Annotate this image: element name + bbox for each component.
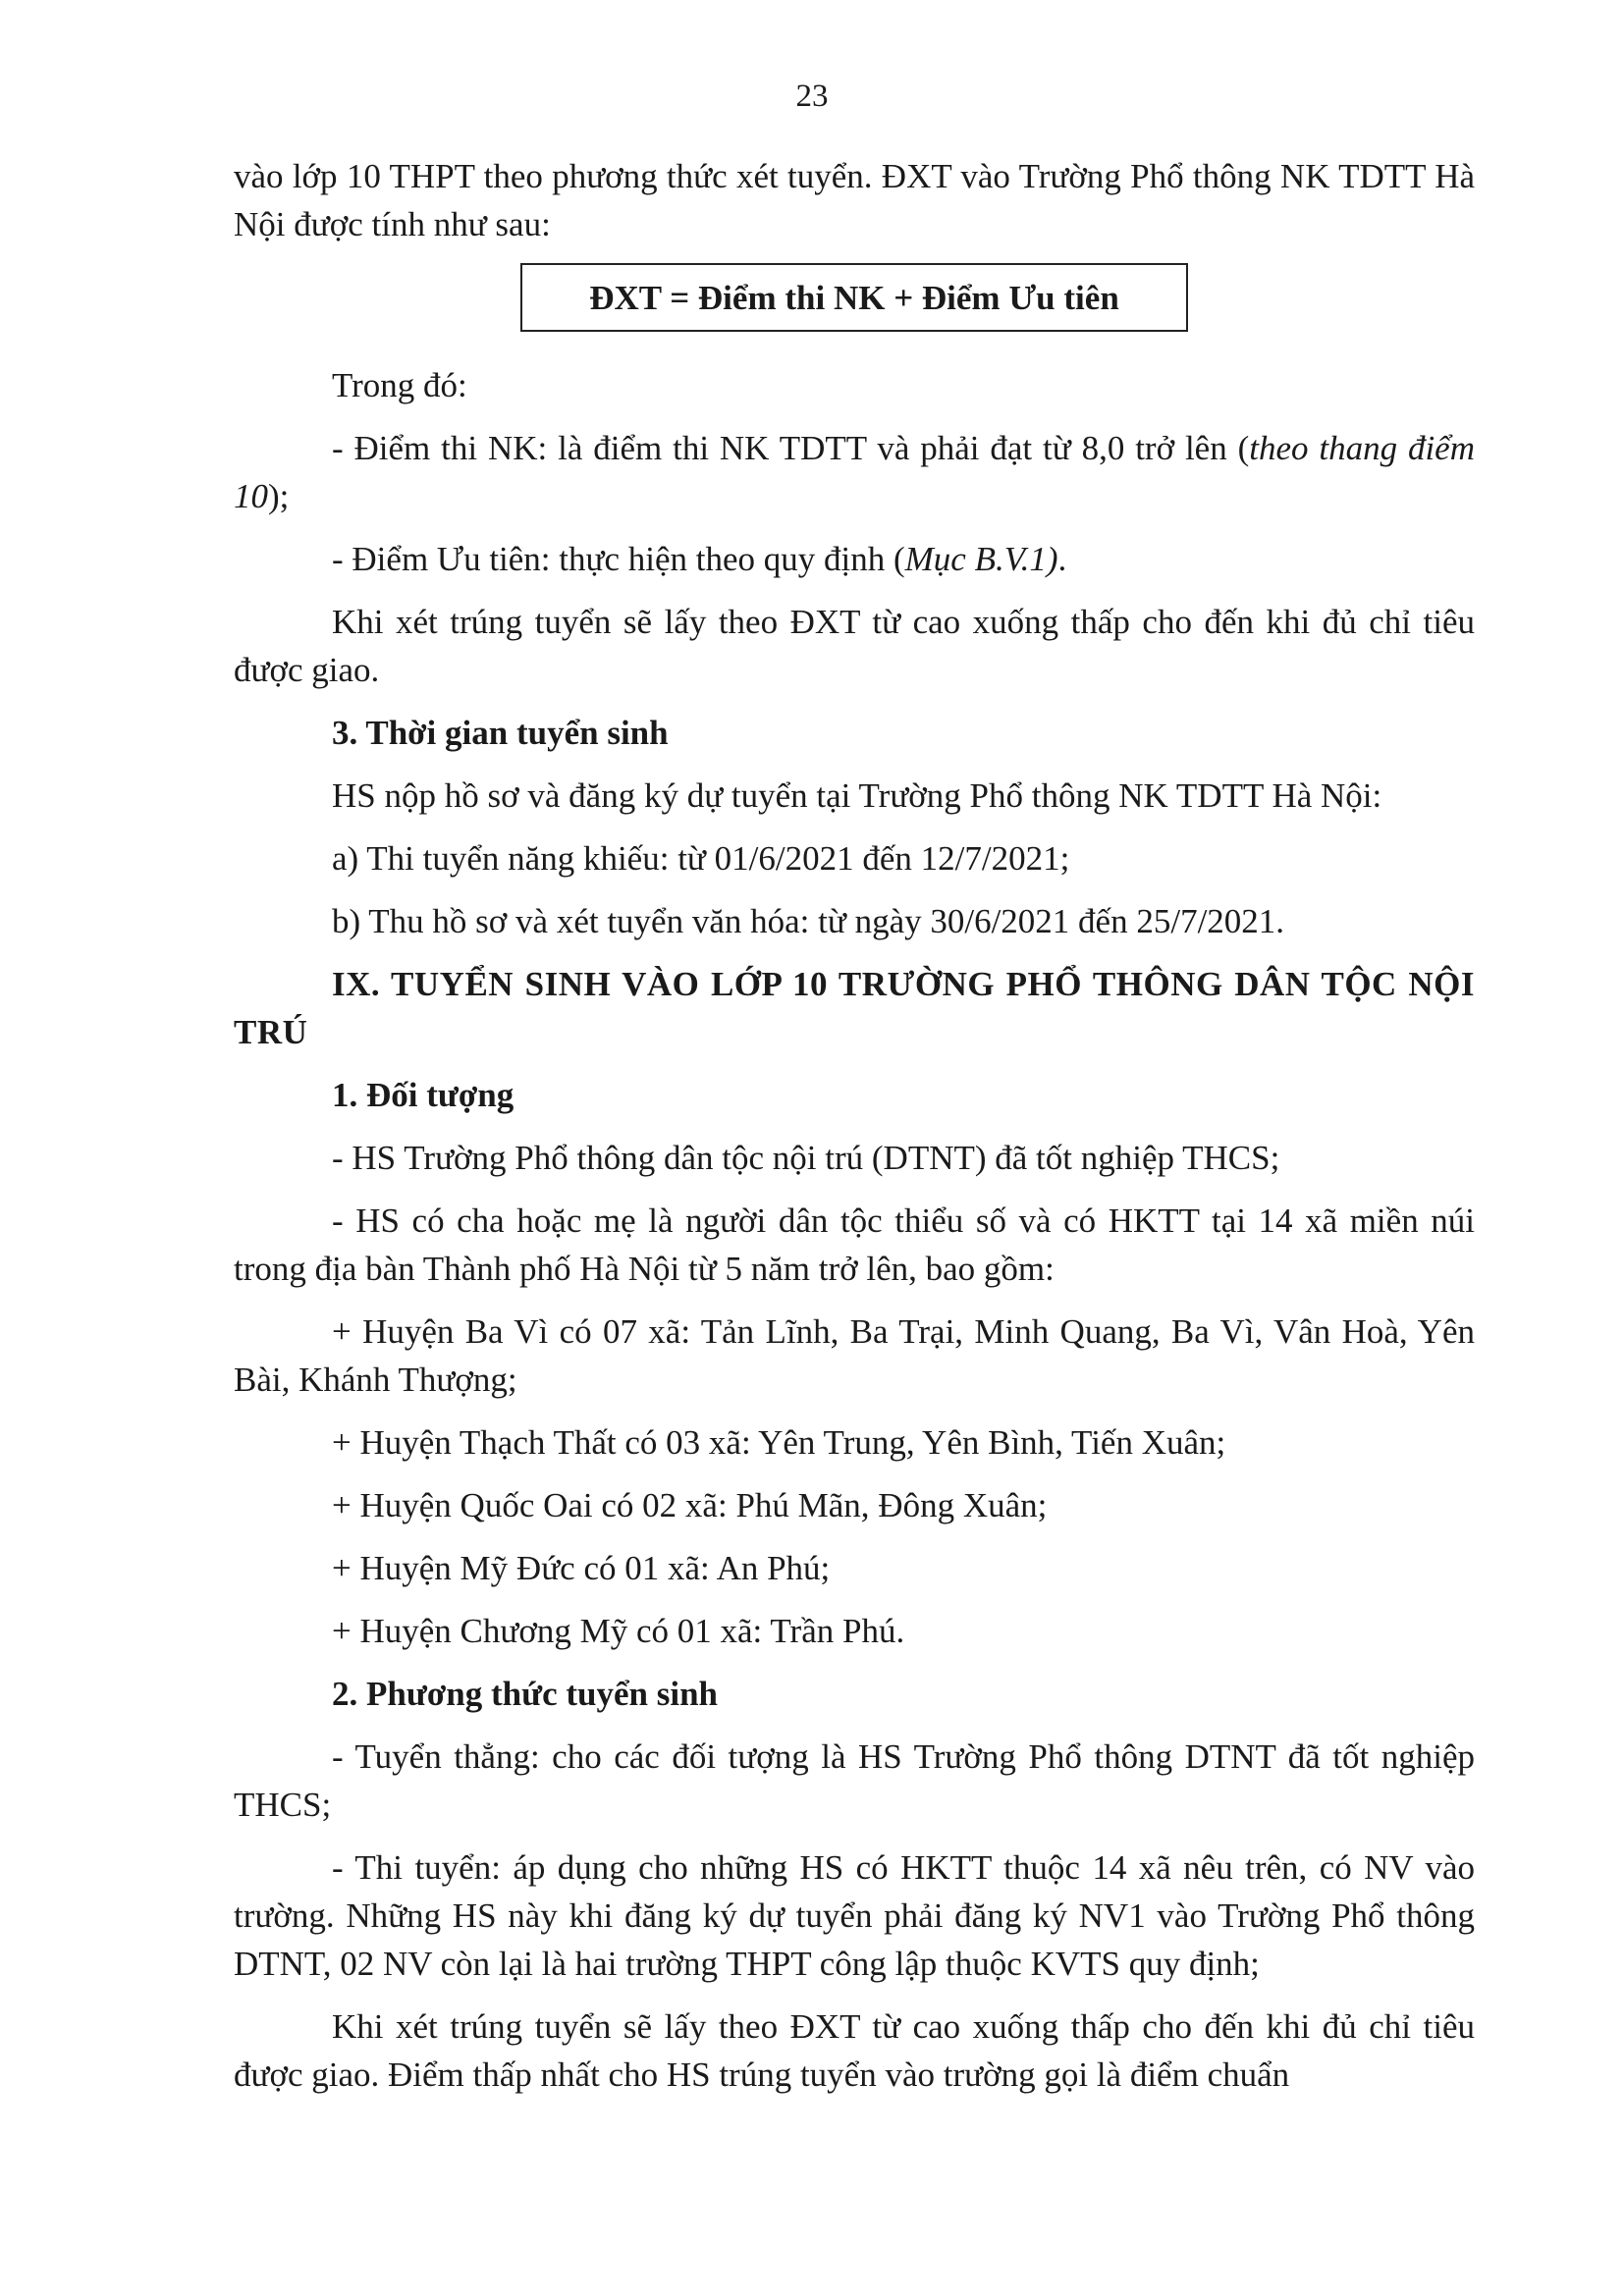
district-item: + Huyện Quốc Oai có 02 xã: Phú Mãn, Đông Xuân; bbox=[332, 1486, 1048, 1524]
section-ix-heading: IX. TUYỂN SINH VÀO LỚP 10 TRƯỜNG PHỔ THÔNG DÂN TỘC NỘI TRÚ bbox=[234, 965, 1475, 1051]
section-2-note: Khi xét trúng tuyển sẽ lấy theo ĐXT từ cao xuống thấp cho đến khi đủ chỉ tiêu được giao. Điểm thấp nhất cho HS trúng tuyển vào trường gọi là điểm chuẩn bbox=[234, 2007, 1475, 2094]
section-3-item-a: a) Thi tuyển năng khiếu: từ 01/6/2021 đến 12/7/2021; bbox=[332, 839, 1070, 878]
where-item-priority-score-italic: Mục B.V.1) bbox=[904, 540, 1058, 578]
district-item: + Huyện Chương Mỹ có 01 xã: Trần Phú. bbox=[332, 1612, 905, 1650]
section-1-item-2: - HS có cha hoặc mẹ là người dân tộc thiểu số và có HKTT tại 14 xã miền núi trong địa bàn Thành phố Hà Nội từ 5 năm trở lên, bao gồm: bbox=[234, 1201, 1475, 1288]
section-2-item-1: - Tuyển thẳng: cho các đối tượng là HS Trường Phổ thông DTNT đã tốt nghiệp THCS; bbox=[234, 1737, 1475, 1824]
document-body bbox=[234, 152, 1475, 2099]
section-3-intro: HS nộp hồ sơ và đăng ký dự tuyển tại Trường Phổ thông NK TDTT Hà Nội: bbox=[332, 776, 1382, 815]
where-item-exam-score-italic: theo thang điểm 10 bbox=[234, 429, 1475, 515]
formula-box bbox=[520, 263, 1188, 332]
where-item-priority-score-text: - Điểm Ưu tiên: thực hiện theo quy định ( bbox=[332, 540, 905, 578]
section-3-item-b: b) Thu hồ sơ và xét tuyển văn hóa: từ ngày 30/6/2021 đến 25/7/2021. bbox=[332, 902, 1285, 940]
where-item-exam-score-text: - Điểm thi NK: là điểm thi NK TDTT và phải đạt từ 8,0 trở lên ( bbox=[332, 429, 1250, 467]
selection-note: Khi xét trúng tuyển sẽ lấy theo ĐXT từ cao xuống thấp cho đến khi đủ chỉ tiêu được giao. bbox=[234, 603, 1475, 689]
district-item: + Huyện Mỹ Đức có 01 xã: An Phú; bbox=[332, 1549, 831, 1587]
where-item-exam-score bbox=[234, 424, 1475, 520]
where-item-priority-score bbox=[234, 535, 1475, 583]
where-item-priority-score-end: . bbox=[1057, 540, 1067, 578]
page-number: 23 bbox=[795, 79, 829, 114]
section-2-heading: 2. Phương thức tuyển sinh bbox=[332, 1675, 718, 1713]
intro-paragraph: vào lớp 10 THPT theo phương thức xét tuyển. ĐXT vào Trường Phổ thông NK TDTT Hà Nội được tính như sau: bbox=[234, 157, 1475, 243]
where-label: Trong đó: bbox=[332, 366, 467, 404]
district-item: + Huyện Thạch Thất có 03 xã: Yên Trung, Yên Bình, Tiến Xuân; bbox=[332, 1423, 1226, 1462]
section-2-item-2: - Thi tuyển: áp dụng cho những HS có HKTT thuộc 14 xã nêu trên, có NV vào trường. Những HS này khi đăng ký dự tuyển phải đăng ký NV1 vào Trường Phổ thông DTNT, 02 NV còn lại là hai trường THPT công lập thuộc KVTS quy định; bbox=[234, 1848, 1475, 1983]
district-item: + Huyện Ba Vì có 07 xã: Tản Lĩnh, Ba Trại, Minh Quang, Ba Vì, Vân Hoà, Yên Bài, Khánh Thượng; bbox=[234, 1312, 1475, 1399]
section-1-heading: 1. Đối tượng bbox=[332, 1076, 514, 1114]
section-3-heading: 3. Thời gian tuyển sinh bbox=[332, 714, 669, 752]
section-1-item-1: - HS Trường Phổ thông dân tộc nội trú (DTNT) đã tốt nghiệp THCS; bbox=[332, 1139, 1280, 1177]
formula-text: ĐXT = Điểm thi NK + Điểm Ưu tiên bbox=[589, 278, 1119, 317]
where-item-exam-score-end: ); bbox=[268, 477, 290, 515]
